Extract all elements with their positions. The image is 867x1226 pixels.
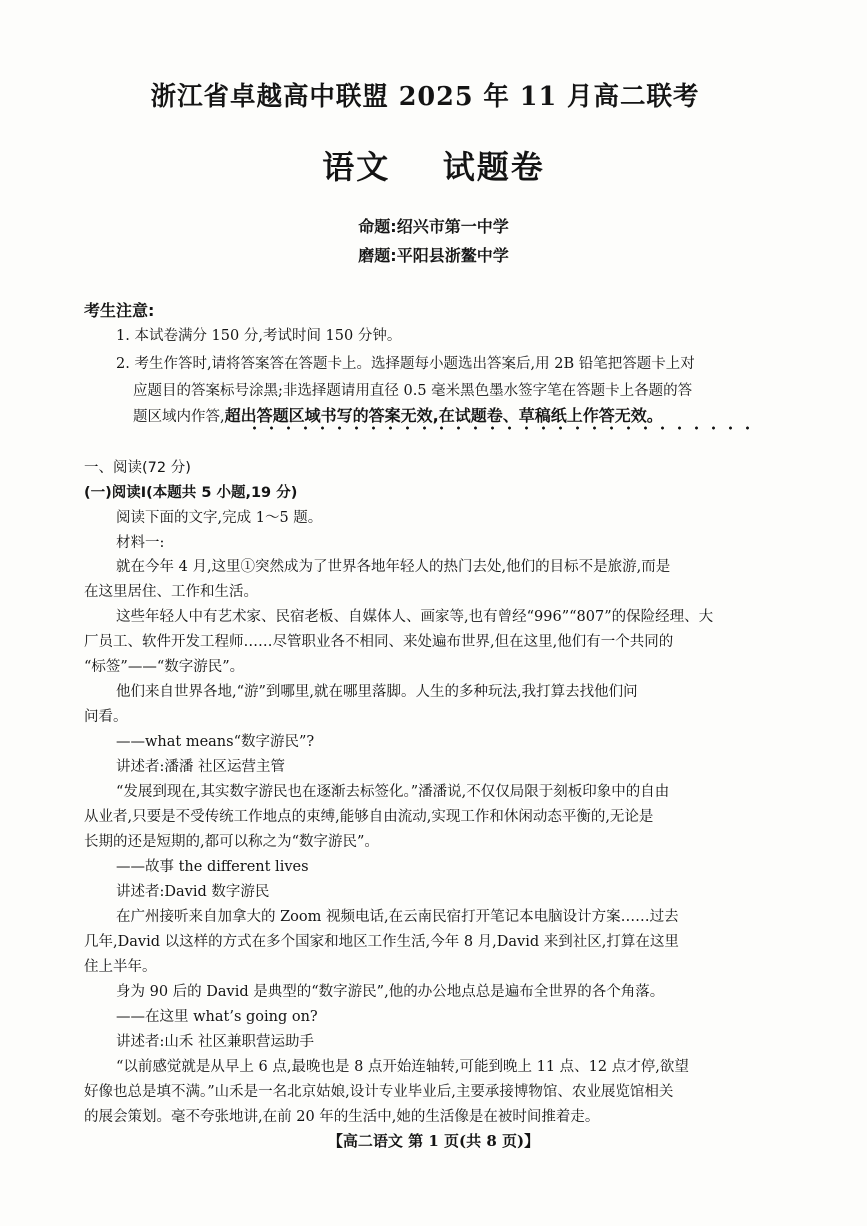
passage-line: 讲述者:David 数字游民 xyxy=(116,884,270,900)
passage-line: 的展会策划。毫不夸张地讲,在前 20 年的生活中,她的生活像是在被时间推着走。 xyxy=(84,1109,600,1125)
author-line: 命题:绍兴市第一中学 xyxy=(358,217,509,236)
passage-line: ——what means“数字游民”? xyxy=(116,734,315,750)
notice-item-2-line-3 xyxy=(133,406,663,427)
passage-line: 在广州接听来自加拿大的 Zoom 视频电话,在云南民宿打开笔记本电脑设计方案……过去 xyxy=(116,909,679,925)
passage-line: 从业者,只要是不受传统工作地点的束缚,能够自由流动,实现工作和休闲动态平衡的,无论是 xyxy=(84,809,654,825)
passage-line: “发展到现在,其实数字游民也在逐渐去标签化。”潘潘说,不仅仅局限于刻板印象中的自由 xyxy=(116,784,670,800)
reviewer-line: 磨题:平阳县浙鳌中学 xyxy=(358,246,509,265)
passage-line: 好像也总是填不满。”山禾是一名北京姑娘,设计专业毕业后,主要承接博物馆、农业展览馆相关 xyxy=(84,1084,674,1100)
passage-line: 这些年轻人中有艺术家、民宿老板、自媒体人、画家等,也有曾经“996”“807”的保险经理、大 xyxy=(116,609,714,625)
passage-line: 就在今年 4 月,这里①突然成为了世界各地年轻人的热门去处,他们的目标不是旅游,而是 xyxy=(116,559,671,575)
passage-line: ——故事 the different lives xyxy=(116,859,309,875)
notice-item-2-line-1: 2. 考生作答时,请将答案答在答题卡上。选择题每小题选出答案后,用 2B 铅笔把答题卡上对 xyxy=(116,356,695,372)
passage-line: 身为 90 后的 David 是典型的“数字游民”,他的办公地点总是遍布全世界的各个角落。 xyxy=(116,984,665,1000)
passage-line: 长期的还是短期的,都可以称之为“数字游民”。 xyxy=(84,834,379,850)
notice-emphasis: 超出答题区域书写的答案无效,在试题卷、草稿纸上作答无效。 xyxy=(224,406,663,425)
passage-line: “标签”——“数字游民”。 xyxy=(84,659,245,675)
notice-item-2-line-2: 应题目的答案标号涂黑;非选择题请用直径 0.5 毫米黑色墨水签字笔在答题卡上各题的答 xyxy=(133,383,693,399)
passage-line: 住上半年。 xyxy=(84,959,157,975)
notice-heading: 考生注意: xyxy=(84,301,155,320)
material-label: 材料一: xyxy=(116,535,165,551)
subsection-heading: (一)阅读Ⅰ(本题共 5 小题,19 分) xyxy=(84,485,298,501)
notice-item-1: 1. 本试卷满分 150 分,考试时间 150 分钟。 xyxy=(116,328,402,344)
passage-line: 在这里居住、工作和生活。 xyxy=(84,584,258,600)
passage-line: 问看。 xyxy=(84,709,128,725)
exam-title: 浙江省卓越高中联盟 2025 年 11 月高二联考 xyxy=(150,82,700,112)
section-heading: 一、阅读(72 分) xyxy=(84,460,191,476)
reading-instruction: 阅读下面的文字,完成 1～5 题。 xyxy=(116,510,323,526)
emphasis-dots xyxy=(246,426,751,430)
passage-line: 他们来自世界各地,“游”到哪里,就在哪里落脚。人生的多种玩法,我打算去找他们问 xyxy=(116,684,638,700)
passage-line: 讲述者:山禾 社区兼职营运助手 xyxy=(116,1034,314,1050)
passage-line: 讲述者:潘潘 社区运营主管 xyxy=(116,759,285,775)
passage-line: ——在这里 what’s going on? xyxy=(116,1009,318,1025)
page-footer: 【高二语文 第 1 页(共 8 页)】 xyxy=(327,1132,540,1150)
passage-line: 厂员工、软件开发工程师……尽管职业各不相同、来处遍布世界,但在这里,他们有一个共同的 xyxy=(84,634,674,650)
passage-line: 几年,David 以这样的方式在多个国家和地区工作生活,今年 8 月,David 来到社区,打算在这里 xyxy=(84,934,679,950)
notice-item-2-line-3-normal: 题区域内作答, xyxy=(133,409,225,425)
passage-line: “以前感觉就是从早上 6 点,最晚也是 8 点开始连轴转,可能到晚上 11 点、12 点才停,欲望 xyxy=(116,1059,689,1075)
exam-subtitle: 语文 试题卷 xyxy=(322,148,545,186)
